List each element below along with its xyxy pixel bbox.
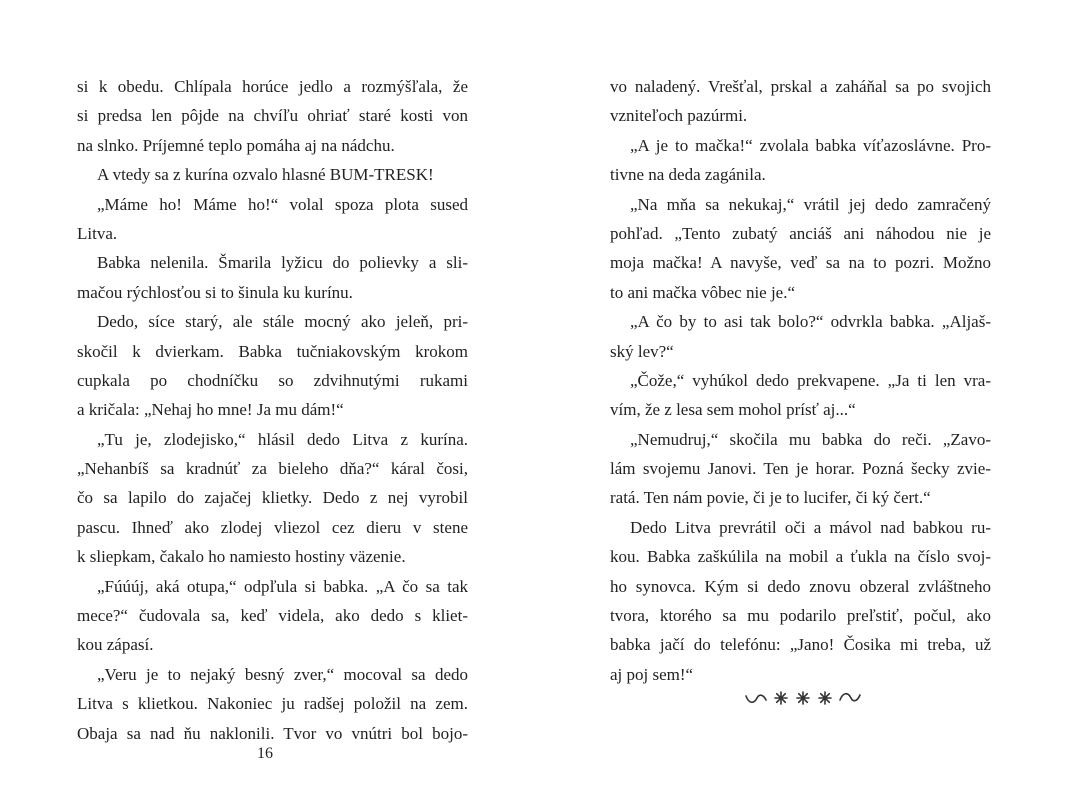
text-line: Dedo Litva prevrátil oči a mávol nad babkou ru- (630, 517, 991, 537)
text-line: vzniteľoch pazúrmi. (610, 106, 748, 126)
text-line: „A čo by to asi tak bolo?“ odvrkla babka. „Aljaš- (630, 312, 991, 332)
text-line: Dedo, síce starý, ale stále mocný ako jeleň, pri- (97, 312, 468, 332)
text-line: k sliepkam, čakalo ho namiesto hostiny väzenie. (77, 547, 406, 567)
text-line: „Máme ho! Máme ho!“ volal spoza plota sused (97, 194, 468, 214)
text-line: čo sa lapilo do zajačej klietky. Dedo z nej vyrobil (77, 488, 468, 508)
text-line: lám svojemu Janovi. Ten je horar. Pozná šecky zvie- (610, 459, 991, 479)
text-line: „A je to mačka!“ zvolala babka víťazoslávne. Pro- (630, 135, 991, 155)
text-line: tvora, ktorého sa mu podarilo preľstiť, počul, ako (610, 606, 991, 626)
text-line: ho synovca. Kým si dedo znovu obzeral zvláštneho (610, 576, 991, 596)
page-number: 16 (257, 745, 273, 762)
text-line: Babka nelenila. Šmarila lyžicu do polievky a sli- (97, 253, 468, 273)
text-line: vo naladený. Vrešťal, prskal a zaháňal sa po svojich (610, 77, 991, 96)
text-line: skočil k dvierkam. Babka tučniakovským krokom (77, 341, 468, 361)
text-line: tivne na deda zagánila. (610, 165, 766, 185)
text-line: aj poj sem!“ (610, 664, 694, 684)
text-line: „Čože,“ vyhúkol dedo prekvapene. „Ja ti len vra- (630, 370, 991, 390)
section-break-ornament-icon (744, 686, 862, 710)
text-line: to ani mačka vôbec nie je.“ (610, 282, 796, 302)
text-line: ský lev?“ (610, 341, 674, 361)
text-line: mačou rýchlosťou si to šinula ku kurínu. (77, 282, 353, 302)
text-line: Litva. (77, 223, 118, 243)
text-line: kou. Babka zaškúlila na mobil a ťukla na číslo svoj- (610, 547, 991, 567)
text-line: mece?“ čudovala sa, keď videla, ako dedo s kliet- (77, 606, 468, 626)
left-page (77, 72, 468, 748)
text-line: babka jačí do telefónu: „Jano! Čosika mi treba, už (610, 635, 991, 655)
text-line: A vtedy sa z kurína ozvalo hlasné BUM-TRESK! (97, 165, 434, 185)
text-line: „Nehanbíš sa kradnúť za bieleho dňa?“ káral čosi, (77, 459, 468, 479)
text-line: kou zápasí. (77, 635, 154, 655)
text-line: Litva s klietkou. Nakoniec ju radšej položil na zem. (77, 694, 468, 714)
right-page (610, 72, 991, 689)
text-line: pohľad. „Tento zubatý anciáš ani náhodou nie je (610, 223, 991, 243)
text-line: si predsa len pôjde na chvíľu ohriať staré kosti von (77, 106, 468, 126)
text-line: si k obedu. Chlípala horúce jedlo a rozmýšľala, že (77, 77, 468, 96)
text-line: „Tu je, zlodejisko,“ hlásil dedo Litva z kurína. (97, 429, 468, 449)
text-line: vím, že z lesa sem mohol prísť aj...“ (610, 400, 856, 420)
text-line: „Veru je to nejaký besný zver,“ mocoval sa dedo (97, 664, 468, 684)
text-line: pascu. Ihneď ako zlodej vliezol cez dieru v stene (77, 517, 468, 537)
text-line: ratá. Ten nám povie, či je to lucifer, či ký čert.“ (610, 488, 931, 508)
text-line: cupkala po chodníčku so zdvihnutými rukami (77, 370, 468, 390)
text-line: moja mačka! A navyše, veď sa na to pozri. Možno (610, 253, 991, 273)
text-line: „Nemudruj,“ skočila mu babka do reči. „Zavo- (630, 429, 991, 449)
text-line: „Fúúúj, aká otupa,“ odpľula si babka. „A čo sa tak (97, 576, 468, 596)
text-line: na slnko. Príjemné teplo pomáha aj na nádchu. (77, 135, 395, 155)
text-line: a kričala: „Nehaj ho mne! Ja mu dám!“ (77, 400, 344, 420)
text-line: Obaja sa nad ňu naklonili. Tvor vo vnútri bol bojo- (77, 723, 468, 743)
text-line: „Na mňa sa nekukaj,“ vrátil jej dedo zamračený (630, 194, 991, 214)
